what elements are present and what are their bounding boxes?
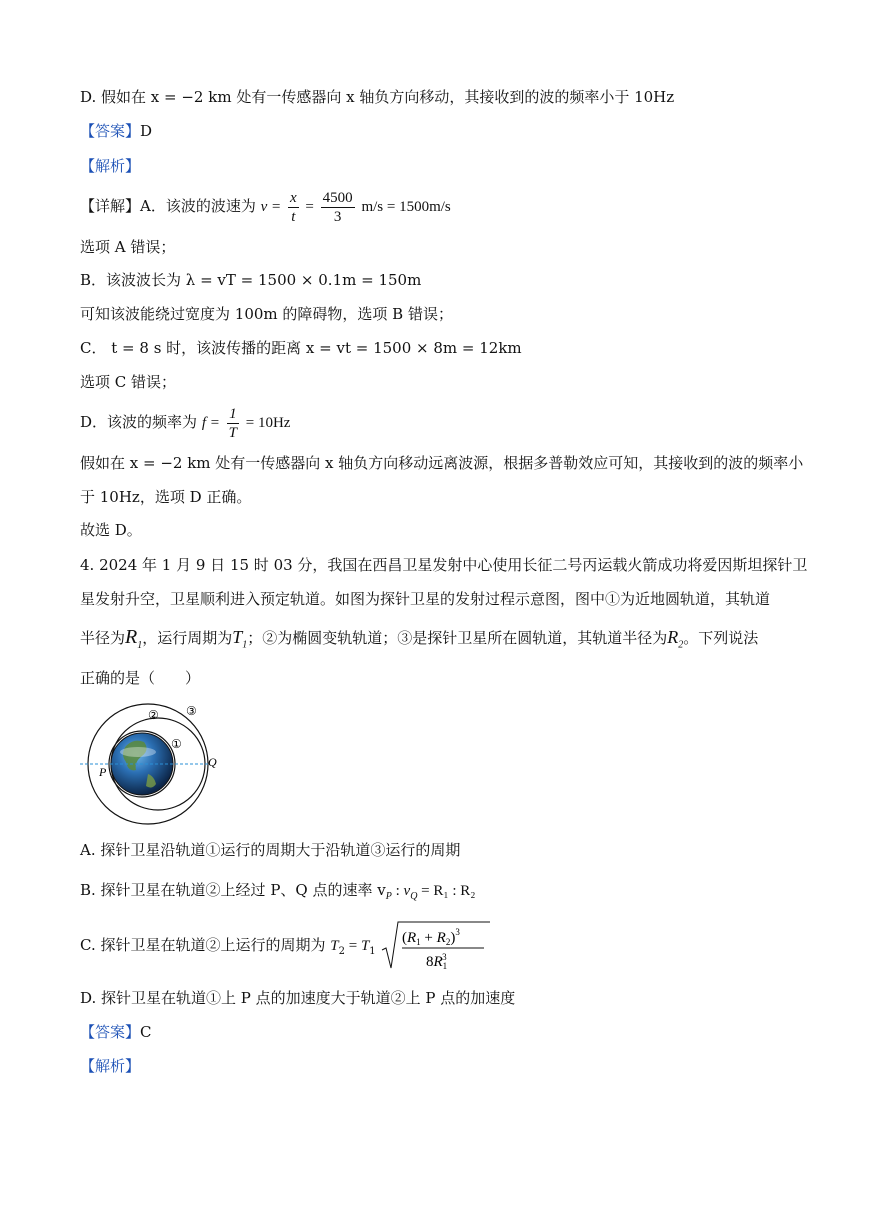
stem-text-c: ；②为椭圆变轨轨道；③是探针卫星所在圆轨道，其轨道半径为 [247,629,668,647]
q3-d-conclusion-1: 假如在 x = −2 km 处有一传感器向 x 轴负方向移动远离波源，根据多普勒效应可知，其接收到的波的频率小 [80,454,804,472]
symbol-r2: $R_2$ [667,627,684,651]
answer-value: D [140,122,153,140]
stem-text-b: ，运行周期为 [142,629,233,647]
sqrt-formula [380,920,492,972]
q4-stem-3 [80,627,758,656]
q3-answer [80,121,152,141]
a-result: m/s = 1500m/s [361,199,451,215]
answer-tag: 【答案】 [80,122,141,140]
fraction-x-over-t: $\frac{x}{t}$ [289,189,297,225]
cloud-band [120,747,156,757]
fraction-4500-over-3: $\frac{4500}{3}$ [322,189,353,225]
q4-stem-2: 星发射升空，卫星顺利进入预定轨道。如图为探针卫星的发射过程示意图，图中①为近地圆轨道，其轨道 [80,590,771,608]
q4-analysis-tag: 【解析】 [80,1057,141,1075]
q3-b-conclusion: 可知该波能绕过宽度为 100m 的障碍物，选项 B 错误； [80,305,453,323]
q3-c-line: C． t = 8 s 时，该波传播的距离 x = vt = 1500 × 8m = 12km [80,339,522,357]
q3-a-conclusion: 选项 A 错误； [80,238,176,256]
q3-option-d: D. 假如在 x = −2 km 处有一传感器向 x 轴负方向移动，其接收到的波的频率小于 10Hz [80,88,675,106]
d-result: = 10Hz [245,415,291,431]
d-eq-f: f = [201,415,220,431]
option-b-text: B. 探针卫星在轨道②上经过 P、Q 点的速率 v [80,881,386,899]
option-b-tail: = R₁ : R₂ [417,883,476,899]
q3-c-conclusion: 选项 C 错误； [80,373,177,391]
d-text: D．该波的频率为 [80,413,198,431]
orbit-diagram [78,700,228,825]
fraction-1-over-T: $\frac{1}{T}$ [228,405,237,441]
option-c-text: C. 探针卫星在轨道②上运行的周期为 [80,936,326,954]
label-orbit-1: ① [171,737,182,751]
answer-value: C [140,1023,152,1041]
q3-line-d [80,402,290,443]
q4-stem-4: 正确的是（ ） [80,669,201,687]
q3-analysis-tag: 【解析】 [80,157,141,175]
svg-text:8R13: $8R_13$ [426,952,448,971]
symbol-t1: $T_1$ [232,627,248,651]
q4-option-d: D. 探针卫星在轨道①上 P 点的加速度大于轨道②上 P 点的加速度 [80,989,516,1007]
stem-text-d: 。下列说法 [683,629,759,647]
answer-tag: 【答案】 [80,1023,141,1041]
q3-choose: 故选 D。 [80,521,142,539]
symbol-r1: $R_1$ [125,626,143,651]
q4-answer [80,1022,152,1042]
label-orbit-2: ② [148,708,159,722]
q4-option-a: A. 探针卫星沿轨道①运行的周期大于沿轨道③运行的周期 [80,841,461,859]
label-q: Q [208,755,217,769]
q4-option-c: C. 探针卫星在轨道②上运行的周期为 $T_2 = T_1$ $(R_1 + R_2)^3$ $8R_13$ [80,918,492,979]
q3-line-a: 【详解】A．该波的波速为 v = $\frac{x}{t}$ = $\frac{4500}{3}$ m/s = 1500m/s [80,189,451,225]
a-eq-v: v = [260,199,282,215]
q3-d-conclusion-2: 于 10Hz，选项 D 正确。 [80,488,252,506]
q4-option-b: B. 探针卫星在轨道②上经过 P、Q 点的速率 $v_P$ : $v_Q = R_1$ : R₂ [80,881,476,902]
detail-tag: 【详解】 [80,197,141,215]
label-p: P [99,765,107,779]
q4-stem-1: 4. 2024 年 1 月 9 日 15 时 03 分，我国在西昌卫星发射中心使用长征二号丙运载火箭成功将爱因斯坦探针卫 [80,556,808,574]
stem-text-a: 半径为 [80,629,126,647]
label-orbit-3: ③ [186,704,197,718]
svg-text:(R1 + R2)3: $(R_1 + R_2)^3$ [402,927,461,947]
a-text: A．该波的波速为 [140,197,256,215]
q3-b-line: B．该波波长为 λ = vT = 1500 × 0.1m = 150m [80,271,422,289]
